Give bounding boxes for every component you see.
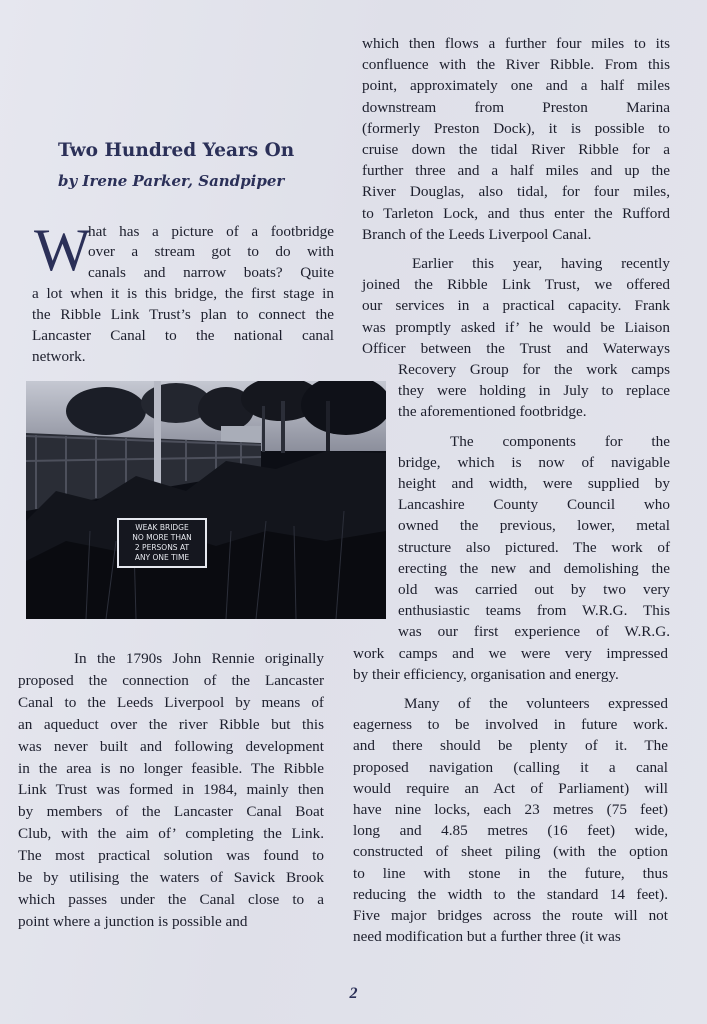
right-column-line: point, approximately one and a half miles: [362, 77, 670, 95]
intro-line: a lot when it is this bridge, the first stage in: [32, 285, 334, 302]
right-column-line: confluence with the River Ribble. From this: [362, 56, 670, 74]
right-column-line: which then flows a further four miles to its: [362, 35, 670, 52]
right-column-line: work camps and we were very impressed: [353, 644, 668, 662]
sign-line: ANY ONE TIME: [134, 553, 190, 562]
left-column-line: in the area is no longer feasible. The Ribble: [18, 759, 324, 777]
left-column-line: was never built and following development: [18, 737, 324, 755]
left-column-line: The most practical solution was found to: [18, 847, 324, 865]
article-byline: by Irene Parker, Sandpiper: [58, 172, 285, 190]
right-column-line: reducing the width to the standard 14 feet).: [353, 885, 668, 903]
right-column-line: to Tarleton Lock, and thus enter the Rufford: [362, 204, 670, 222]
right-column-line: by their efficiency, organisation and energy.: [353, 665, 619, 683]
right-column-line: have nine locks, each 23 metres (75 feet): [353, 801, 668, 818]
intro-line: network.: [32, 348, 86, 365]
left-column-line: by members of the Lancaster Canal Boat: [18, 803, 324, 821]
right-column-line: enthusiastic teams from W.R.G. This: [398, 602, 670, 620]
right-column-line: and there should be plenty of it. The: [353, 737, 668, 755]
right-column-line: eagerness to be involved in future work.: [353, 716, 668, 734]
right-column-line: joined the Ribble Link Trust, we offered: [362, 276, 670, 294]
right-column-line: cruise down the tidal River Ribble for a: [362, 141, 670, 158]
left-column-line: Canal to the Leeds Liverpool by means of: [18, 693, 324, 711]
right-column-line: Many of the volunteers expressed: [404, 695, 668, 712]
right-column-line: The components for the: [450, 432, 670, 450]
right-column-line: further three and a half miles and up the: [362, 162, 670, 180]
intro-line: over a stream got to do with: [88, 243, 334, 260]
right-column-line: would require an Act of Parliament) will: [353, 779, 668, 797]
right-column-line: to line with stone in the future, thus: [353, 864, 668, 882]
right-column-line: the aforementioned footbridge.: [398, 403, 587, 421]
left-column-line: Club, with the aim of’ completing the Link.: [18, 825, 324, 843]
right-column-line: Recovery Group for the work camps: [398, 361, 670, 378]
drop-cap: W: [34, 217, 91, 283]
intro-line: the Ribble Link Trust’s plan to connect the: [32, 306, 334, 323]
right-column-line: owned the previous, lower, metal: [398, 517, 670, 535]
right-column-line: was our first experience of W.R.G.: [398, 623, 670, 641]
left-column-line: be by utilising the waters of Savick Brook: [18, 869, 324, 886]
intro-line: canals and narrow boats? Quite: [88, 264, 334, 281]
right-column-line: Five major bridges across the route will not: [353, 907, 668, 924]
footbridge-photo: [26, 381, 386, 619]
right-column-line: our services in a practical capacity. Frank: [362, 297, 670, 315]
right-column-line: constructed of sheet piling (with the option: [353, 843, 668, 861]
sign-line: NO MORE THAN: [132, 533, 192, 542]
right-column-line: they were holding in July to replace: [398, 382, 670, 400]
sign-line: WEAK BRIDGE: [135, 523, 189, 532]
article-title: Two Hundred Years On: [58, 140, 295, 161]
left-column-line: Link Trust was formed in 1984, mainly then: [18, 781, 324, 799]
right-column-line: structure also pictured. The work of: [398, 538, 670, 556]
left-column-line: In the 1790s John Rennie originally: [74, 650, 324, 667]
page-number: 2: [349, 985, 358, 1002]
intro-line: Lancaster Canal to the national canal: [32, 327, 334, 344]
right-column-line: downstream from Preston Marina: [362, 98, 670, 116]
right-column-line: long and 4.85 metres (16 feet) wide,: [353, 822, 668, 840]
right-column-line: Lancashire County Council who: [398, 496, 670, 514]
right-column-line: bridge, which is now of navigable: [398, 453, 670, 471]
weak-bridge-sign: [118, 519, 206, 567]
sign-line: 2 PERSONS AT: [134, 543, 190, 552]
left-column-line: which passes under the Canal close to a: [18, 890, 324, 908]
right-column-line: proposed navigation (calling it a canal: [353, 758, 668, 776]
right-column-line: erecting the new and demolishing the: [398, 559, 670, 577]
right-column-line: Earlier this year, having recently: [412, 255, 670, 272]
right-column-line: Branch of the Leeds Liverpool Canal.: [362, 225, 592, 243]
right-column-line: height and width, were supplied by: [398, 475, 670, 492]
left-column-line: proposed the connection of the Lancaster: [18, 671, 324, 689]
right-column-line: need modification but a further three (it was: [353, 928, 621, 946]
right-column-line: (formerly Preston Dock), it is possible to: [362, 119, 670, 137]
right-column-line: old was carried out by two very: [398, 581, 670, 598]
right-column-line: was promptly asked if’ he would be Liaison: [362, 318, 670, 336]
right-column-line: Officer between the Trust and Waterways: [362, 339, 670, 357]
intro-line: hat has a picture of a footbridge: [88, 223, 334, 240]
left-column-line: an aqueduct over the river Ribble but this: [18, 715, 324, 733]
right-column-line: River Douglas, also tidal, for four miles,: [362, 183, 670, 201]
left-column-line: point where a junction is possible and: [18, 912, 248, 930]
